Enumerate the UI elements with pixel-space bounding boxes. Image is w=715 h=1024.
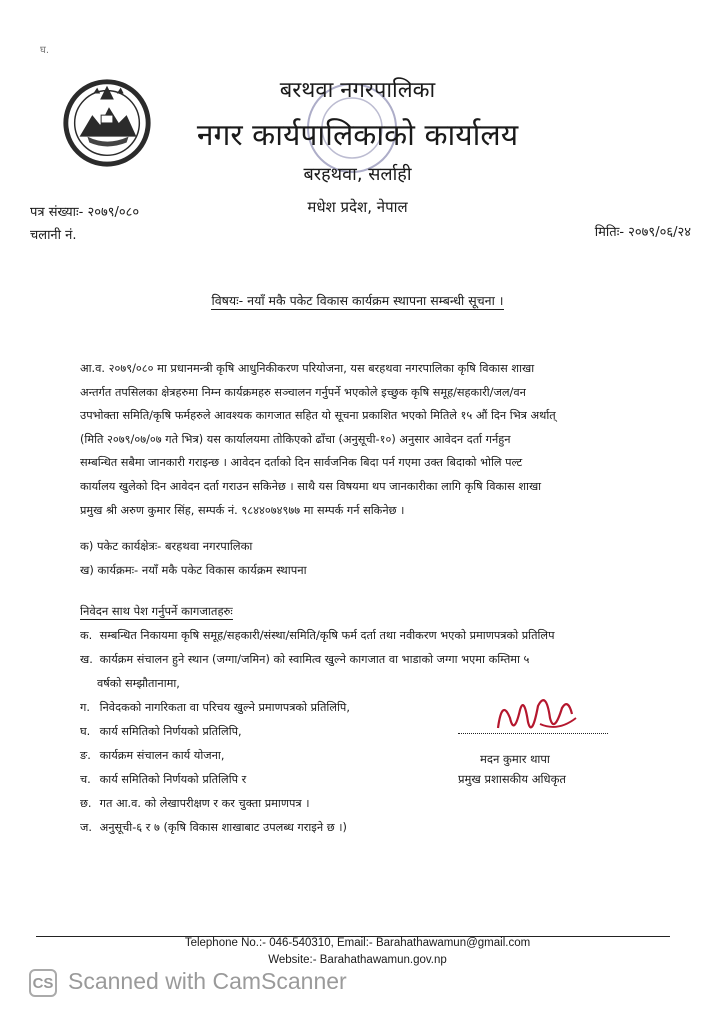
document-letter: ज. (80, 821, 92, 834)
body-line: (मिति २०७९/०७/०७ गते भित्र) यस कार्यालयमा तोकिएको ढाँचा (अनुसूची-१०) अनुसार आवेदन दर्ता गर्नहुन (80, 432, 511, 446)
document-text-continued: वर्षको सम्झौतानामा, (97, 677, 180, 690)
signatory-name: मदन कुमार थापा (480, 752, 550, 766)
document-text: कार्य समितिको निर्णयको प्रतिलिपि, (99, 725, 242, 738)
document-text: गत आ.व. को लेखापरीक्षण र कर चुक्ता प्रमाणपत्र । (99, 797, 310, 810)
document-item (80, 796, 680, 811)
letter-date: मितिः- २०७९/०६/२४ (594, 225, 691, 240)
document-letter: छ. (80, 797, 92, 810)
body-line: उपभोक्ता समिति/कृषि फर्महरुले आवश्यक कागजात सहित यो सूचना प्रकाशित भएको मितिले १५ औं दिन भित्र अर्थात् (80, 409, 556, 423)
document-item (80, 628, 680, 643)
body-line: प्रमुख श्री अरुण कुमार सिंह, सम्पर्क नं. ९८४४०७४९७७ मा सम्पर्क गर्न सकिनेछ । (80, 503, 405, 517)
signature-line (458, 733, 608, 734)
reference-number: पत्र संख्याः- २०७९/०८० (30, 205, 140, 220)
document-text: कार्यक्रम संचालन हुने स्थान (जग्गा/जमिन) को स्वामित्व खुल्ने कागजात वा भाडाको जग्गा भएमा कम्तिमा ५ (99, 653, 530, 666)
body-line: अन्तर्गत तपसिलका क्षेत्रहरुमा निम्न कार्यक्रमहरु सञ्चालन गर्नुपर्ने भएकोले इच्छुक कृषि समूह/सहकारी/जल/वन (80, 385, 526, 399)
footer-website: Website:- Barahathawamun.gov.np (268, 954, 447, 966)
document-letter: ग. (80, 701, 90, 714)
program-name: ख) कार्यक्रमः- नयाँ मकै पकेट विकास कार्यक्रम स्थापना (80, 563, 307, 577)
document-text: कार्य समितिको निर्णयको प्रतिलिपि र (99, 773, 247, 786)
document-letter: च. (80, 773, 91, 786)
document-text: सम्बन्धित निकायमा कृषि समूह/सहकारी/संस्था/समिति/कृषि फर्म दर्ता तथा नवीकरण भएको प्रमाणपत्रको प्रतिलिप (99, 629, 555, 642)
document-item (80, 652, 680, 667)
top-mark: घ. (40, 45, 50, 56)
document-text: निवेदकको नागरिकता वा परिचय खुल्ने प्रमाणपत्रको प्रतिलिपि, (99, 701, 350, 714)
notice-body (80, 357, 680, 522)
subject-line (0, 292, 715, 309)
subject-text: विषयः- नयाँ मकै पकेट विकास कार्यक्रम स्थापना सम्बन्धी सूचना । (211, 293, 504, 308)
footer-contact: Telephone No.:- 046-540310, Email:- Barahathawamun@gmail.com (184, 937, 531, 949)
office-name: नगर कार्यपालिकाको कार्यालय (196, 118, 519, 153)
dispatch-number: चलानी नं. (30, 228, 77, 243)
office-place: बरहथवा, सर्लाही (303, 164, 412, 185)
document-text: अनुसूची-६ र ७ (कृषि विकास शाखाबाट उपलब्ध गराइने छ ।) (99, 821, 347, 834)
documents-heading: निवेदन साथ पेश गर्नुपर्ने कागजातहरुः (80, 604, 233, 618)
document-item (80, 820, 680, 835)
document-letter: क. (80, 629, 93, 642)
body-line: सम्बन्धित सबैमा जानकारी गराइन्छ । आवेदन दर्ताको दिन सार्वजनिक बिदा पर्न गएमा उक्त बिदाको भोलि पल्ट (80, 456, 523, 470)
camscanner-watermark: Scanned with CamScanner (68, 968, 347, 994)
document-letter: ख. (80, 653, 93, 666)
signatory-title: प्रमुख प्रशासकीय अधिकृत (458, 772, 566, 786)
document-letter: ङ. (80, 749, 91, 762)
camscanner-logo-icon: CS (29, 969, 57, 997)
document-text: कार्यक्रम संचालन कार्य योजना, (99, 749, 225, 762)
municipality-name: बरथवा नगरपालिका (279, 78, 436, 103)
office-province: मधेश प्रदेश, नेपाल (307, 198, 408, 216)
pocket-area: क) पकेट कार्यक्षेत्रः- बरहथवा नगरपालिका (80, 539, 253, 553)
body-line: कार्यालय खुलेको दिन आवेदन दर्ता गराउन सकिनेछ । साथै यस विषयमा थप जानकारीका लागि कृषि विकास शाखा (80, 479, 542, 493)
document-letter: घ. (80, 725, 91, 738)
body-line: आ.व. २०७९/०८० मा प्रधानमन्त्री कृषि आधुनिकीकरण परियोजना, यस बरहथवा नगरपालिका कृषि विकास शाखा (80, 362, 535, 375)
